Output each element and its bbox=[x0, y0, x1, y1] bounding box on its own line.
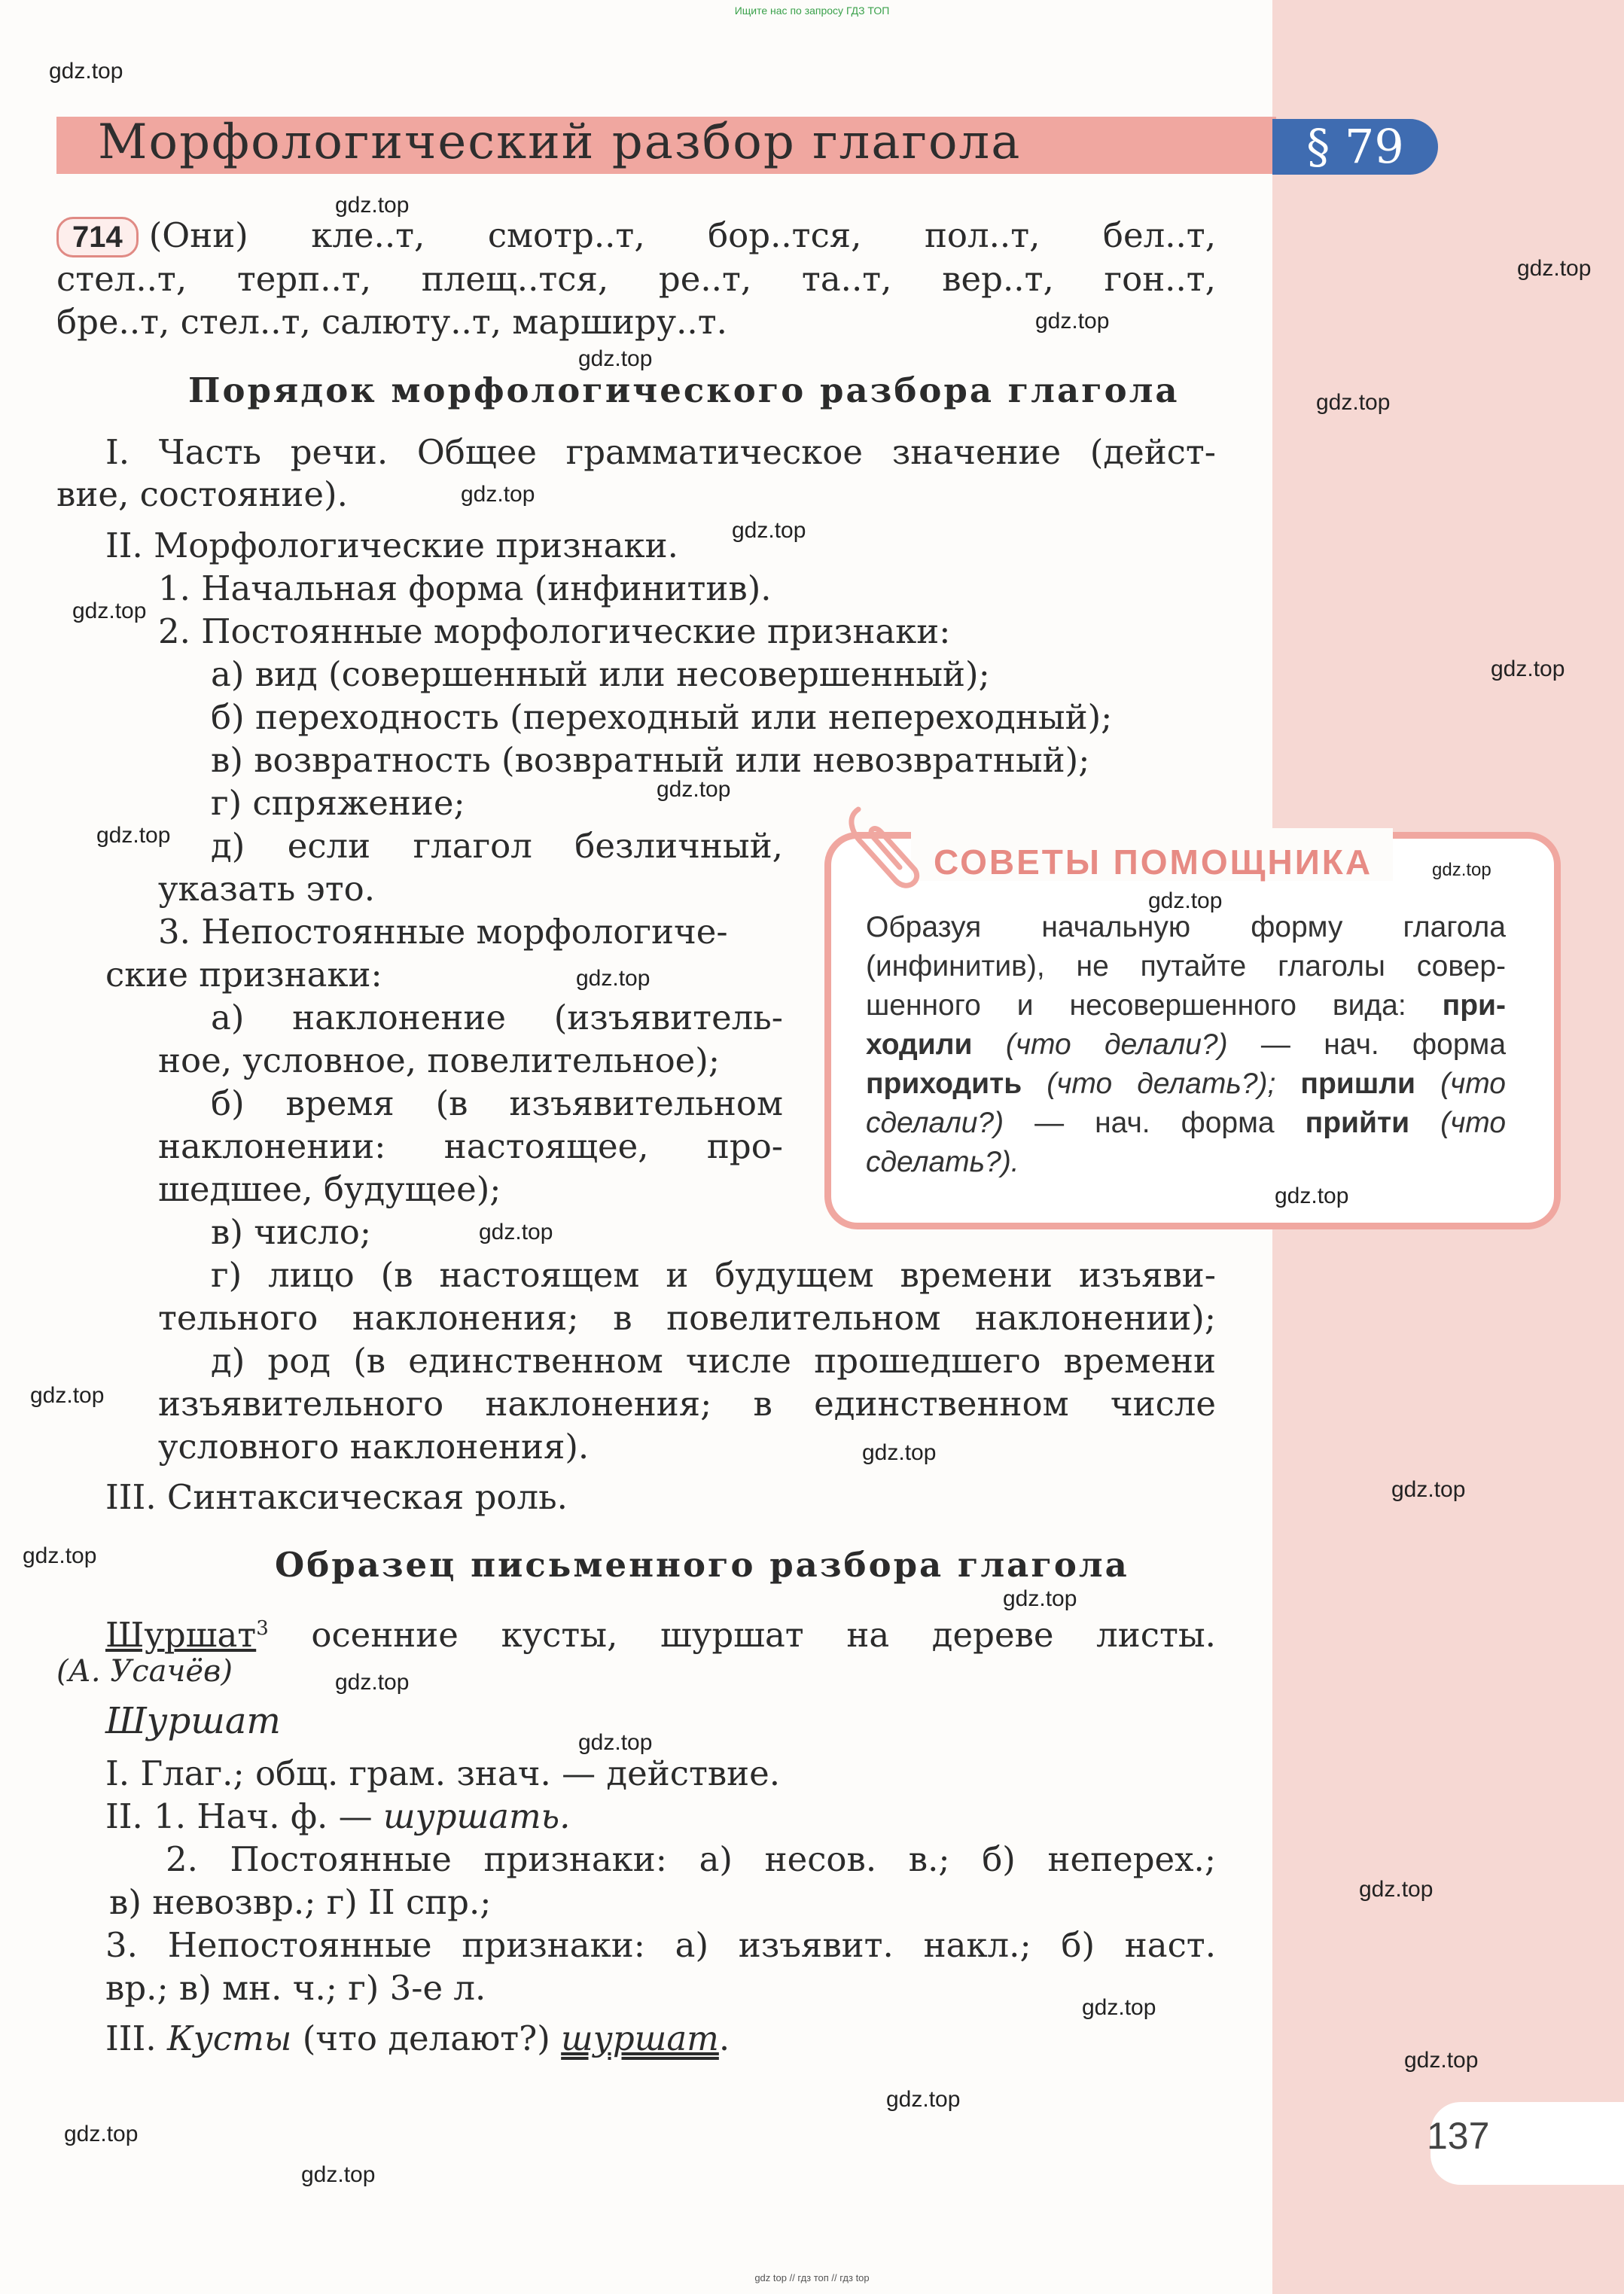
tip-line: ходили (что делали?) — нач. форма bbox=[866, 1028, 1507, 1061]
tip-line: шенного и несовершенного вида: при- bbox=[866, 989, 1506, 1022]
sample-line: III. Кусты (что делают?) шуршат. bbox=[105, 2018, 730, 2058]
watermark: gdz.top bbox=[1082, 1995, 1156, 2020]
order-line: 3. Непостоянные морфологиче- bbox=[158, 912, 728, 952]
watermark: gdz.top bbox=[49, 59, 123, 84]
order-line: I. Часть речи. Общее грамматическое значение (дейст- bbox=[105, 432, 1216, 472]
order-line: изъявительного наклонения; в единственном числе bbox=[158, 1384, 1216, 1424]
watermark: gdz.top bbox=[72, 599, 147, 623]
sample-line: 2. Постоянные признаки: а) несов. в.; б) неперех.; bbox=[166, 1839, 1216, 1879]
watermark: gdz.top bbox=[1035, 309, 1110, 334]
order-line: б) время (в изъявительном bbox=[211, 1083, 783, 1123]
watermark: gdz.top bbox=[96, 823, 171, 848]
exercise-line-1: 714 (Они) кле..т, смотр..т, бор..тся, пол..т, бел..т, bbox=[56, 214, 1216, 257]
watermark: gdz.top bbox=[1003, 1586, 1077, 1611]
order-line: шедшее, будущее); bbox=[158, 1169, 501, 1209]
sample-quote: Шуршат$^3$ осенние кусты, шуршат на дереве листы. bbox=[105, 1615, 1216, 1655]
order-line: 2. Постоянные морфологические признаки: bbox=[158, 611, 951, 651]
paperclip-icon bbox=[843, 798, 926, 896]
sample-author: (А. Усачёв) bbox=[56, 1654, 233, 1689]
order-line: в) возвратность (возвратный или невозвратный); bbox=[211, 740, 1090, 780]
order-line: 1. Начальная форма (инфинитив). bbox=[158, 568, 772, 608]
order-line: вие, состояние). bbox=[56, 474, 348, 514]
order-line: ное, условное, повелительное); bbox=[158, 1040, 721, 1080]
watermark: gdz.top bbox=[30, 1383, 105, 1408]
watermark: gdz.top bbox=[1391, 1477, 1466, 1502]
order-line: III. Синтаксическая роль. bbox=[105, 1477, 568, 1517]
sample-word: Шуршат bbox=[105, 1700, 281, 1742]
order-heading: Порядок морфологического разбора глагола bbox=[188, 370, 1180, 410]
tip-line: (инфинитив), не путайте глаголы совер- bbox=[866, 950, 1506, 982]
tip-line: сделать?). bbox=[866, 1146, 1019, 1178]
watermark: gdz.top bbox=[1517, 256, 1592, 281]
order-line: тельного наклонения; в повелительном наклонении); bbox=[158, 1298, 1216, 1338]
watermark: gdz.top bbox=[23, 1543, 97, 1568]
bottom-note: gdz top // гдз топ // гдз top bbox=[754, 2272, 870, 2283]
watermark: gdz.top bbox=[732, 518, 806, 543]
tip-line: сделали?) — нач. форма прийти (что bbox=[866, 1107, 1507, 1139]
watermark: gdz.top bbox=[578, 346, 653, 371]
sample-line: I. Глаг.; общ. грам. знач. — действие. bbox=[105, 1753, 781, 1793]
exercise-line-3: бре..т, стел..т, салюту..т, марширу..т. bbox=[56, 302, 727, 342]
order-line: г) лицо (в настоящем и будущем времени изъяви- bbox=[211, 1255, 1216, 1295]
sample-line: 3. Непостоянные признаки: а) изъявит. накл.; б) наст. bbox=[105, 1925, 1216, 1965]
watermark: gdz.top bbox=[886, 2087, 961, 2112]
watermark: gdz.top bbox=[461, 482, 535, 507]
watermark: gdz.top bbox=[578, 1730, 653, 1755]
order-line: наклонении: настоящее, про- bbox=[158, 1126, 783, 1166]
sample-line: в) невозвр.; г) II спр.; bbox=[109, 1882, 492, 1922]
sample-heading: Образец письменного разбора глагола bbox=[275, 1545, 1129, 1585]
watermark: gdz.top bbox=[1404, 2048, 1479, 2073]
watermark: gdz.top bbox=[479, 1220, 553, 1244]
order-line: в) число; bbox=[211, 1212, 371, 1252]
watermark: gdz.top bbox=[576, 966, 651, 991]
order-line: б) переходность (переходный или непереходный); bbox=[211, 697, 1113, 737]
watermark: gdz.top bbox=[1359, 1877, 1434, 1902]
section-title: Морфологический разбор глагола bbox=[98, 114, 1022, 170]
order-line: ские признаки: bbox=[105, 955, 382, 995]
watermark: gdz.top bbox=[862, 1440, 937, 1465]
watermark: gdz.top bbox=[657, 777, 731, 802]
order-line: II. Морфологические признаки. bbox=[105, 526, 678, 565]
watermark: gdz.top bbox=[64, 2122, 139, 2146]
watermark: gdz.top bbox=[335, 1670, 410, 1695]
tip-title: СОВЕТЫ ПОМОЩНИКА bbox=[934, 842, 1373, 882]
order-line: д) род (в единственном числе прошедшего времени bbox=[211, 1341, 1216, 1381]
order-line: условного наклонения). bbox=[158, 1427, 590, 1467]
page-number: 137 bbox=[1427, 2115, 1490, 2157]
exercise-number: 714 bbox=[56, 217, 139, 257]
tip-line: Образуя начальную форму глагола bbox=[866, 911, 1506, 943]
exercise-line-2: стел..т, терп..т, плещ..тся, ре..т, та..т, вер..т, гон..т, bbox=[56, 259, 1216, 299]
tip-line: приходить (что делать?); пришли (что bbox=[866, 1068, 1506, 1100]
watermark: gdz.top bbox=[335, 193, 410, 218]
order-line: д) если глагол безличный, bbox=[211, 826, 783, 866]
watermark: gdz.top bbox=[1148, 888, 1223, 913]
order-line: а) наклонение (изъявитель- bbox=[211, 998, 783, 1037]
sample-line: вр.; в) мн. ч.; г) 3-е л. bbox=[105, 1968, 486, 2008]
watermark: gdz.top bbox=[1275, 1184, 1349, 1208]
watermark: gdz.top bbox=[1316, 390, 1391, 415]
watermark: gdz.top bbox=[1432, 860, 1491, 880]
top-note: Ищите нас по запросу ГДЗ ТОП bbox=[734, 5, 890, 17]
order-line: указать это. bbox=[158, 869, 375, 909]
watermark: gdz.top bbox=[1491, 657, 1565, 681]
sample-line: II. 1. Нач. ф. — шуршать. bbox=[105, 1796, 571, 1836]
paragraph-badge: § 79 bbox=[1272, 119, 1438, 175]
order-line: г) спряжение; bbox=[211, 783, 465, 823]
order-line: а) вид (совершенный или несовершенный); bbox=[211, 654, 990, 694]
watermark: gdz.top bbox=[301, 2162, 376, 2187]
